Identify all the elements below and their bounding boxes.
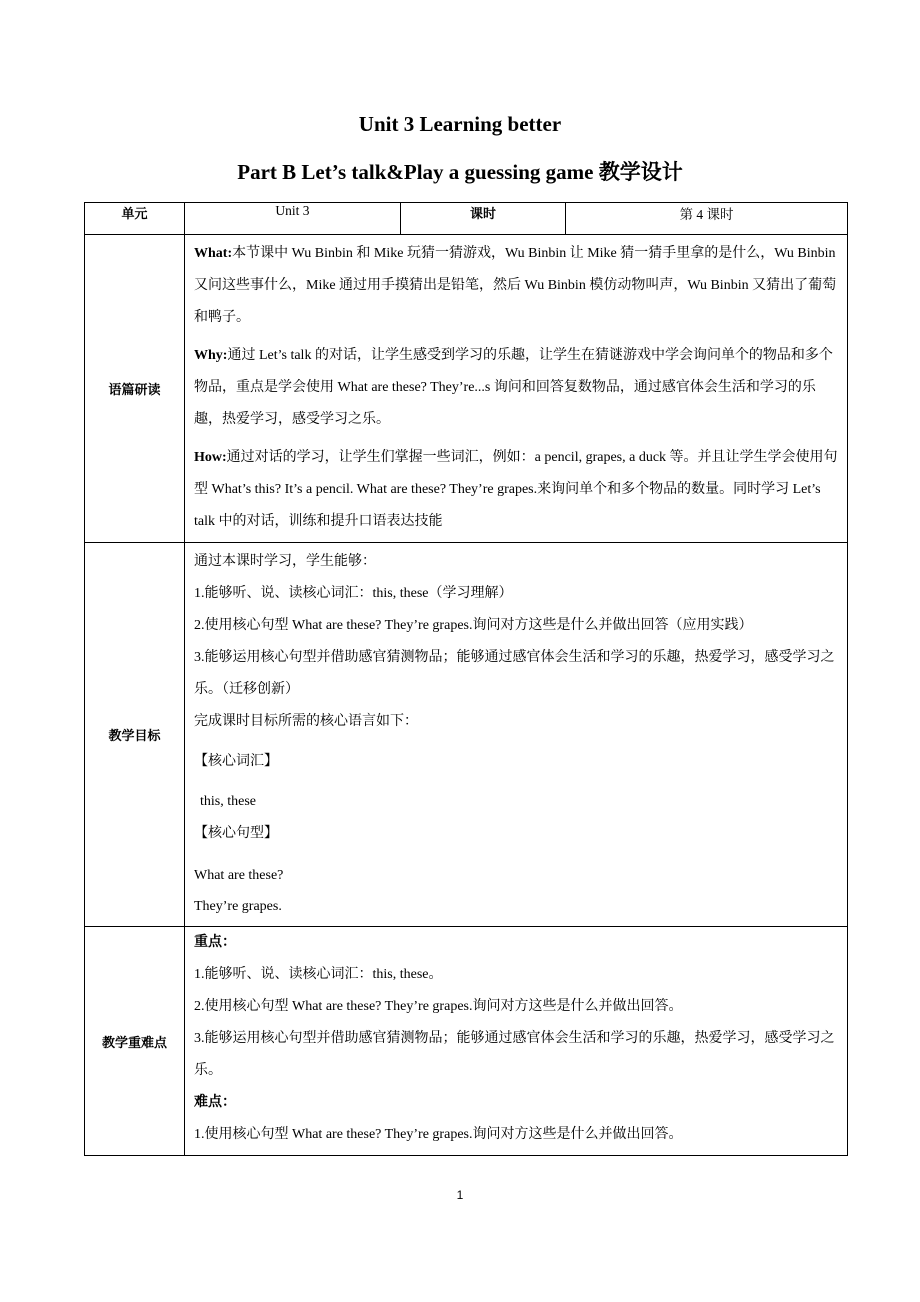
- how-label: How:: [194, 450, 227, 465]
- key-points-label: 教学重难点: [85, 927, 185, 1156]
- lesson-plan-table: [84, 202, 848, 1156]
- text-study-row: [85, 235, 848, 543]
- text-study-content: [185, 235, 848, 543]
- sentence-1: What are these?: [194, 868, 284, 883]
- focus-item-3: 3.能够运用核心句型并借助感官猜测物品；能够通过感官体会生活和学习的乐趣，热爱学习，感受学习之乐。: [194, 1031, 835, 1078]
- vocab-list: this, these: [200, 794, 256, 809]
- unit-label: 单元: [85, 203, 185, 235]
- key-points-row: [85, 927, 848, 1156]
- period-label: 课时: [401, 203, 566, 235]
- what-label: What:: [194, 246, 233, 261]
- document-title: Unit 3 Learning better: [358, 112, 562, 136]
- document-subtitle: Part B Let’s talk&Play a guessing game 教学设计: [237, 160, 683, 184]
- vocab-heading: 【核心词汇】: [194, 754, 278, 769]
- objectives-intro: 通过本课时学习，学生能够：: [194, 554, 376, 569]
- objectives-label: 教学目标: [85, 543, 185, 927]
- header-row: [85, 203, 848, 235]
- sentence-heading: 【核心句型】: [194, 826, 278, 841]
- core-language-intro: 完成课时目标所需的核心语言如下：: [194, 714, 418, 729]
- sentence-2: They’re grapes.: [194, 899, 282, 914]
- what-text: 本节课中 Wu Binbin 和 Mike 玩猜一猜游戏，Wu Binbin 让 Mike 猜一猜手里拿的是什么，Wu Binbin 又问这些事什么，Mike 通过用手摸猜出是铅笔，然后 Wu Binbin 模仿动物叫声，Wu Binbin 又猜出了葡萄和鸭子。: [194, 246, 837, 325]
- period-value: 第 4 课时: [566, 203, 848, 235]
- focus-heading: 重点：: [194, 935, 236, 950]
- how-text: 通过对话的学习，让学生们掌握一些词汇，例如：a pencil, grapes, a duck 等。并且让学生学会使用句型 What’s this? It’s a pencil. What are these? They’re grapes.来询问单个和多个物品的数量。同时学习 Let’s talk 中的对话，训练和提升口语表达技能: [194, 450, 838, 529]
- unit-value: Unit 3: [185, 203, 401, 235]
- focus-item-1: 1.能够听、说、读核心词汇：this, these。: [194, 967, 443, 982]
- difficulty-heading: 难点：: [194, 1095, 236, 1110]
- difficulty-item-1: 1.使用核心句型 What are these? They’re grapes.询问对方这些是什么并做出回答。: [194, 1127, 683, 1142]
- text-study-label: 语篇研读: [85, 235, 185, 543]
- focus-item-2: 2.使用核心句型 What are these? They’re grapes.询问对方这些是什么并做出回答。: [194, 999, 683, 1014]
- objectives-row: [85, 543, 848, 927]
- key-points-content: [185, 927, 848, 1156]
- page-number: 1: [456, 1188, 464, 1202]
- why-label: Why:: [194, 348, 228, 363]
- why-text: 通过 Let’s talk 的对话，让学生感受到学习的乐趣，让学生在猜谜游戏中学会询问单个的物品和多个物品，重点是学会使用 What are these? They’re...s 询问和回答复数物品，通过感官体会生活和学习的乐趣，热爱学习，感受学习之乐。: [194, 348, 833, 427]
- objective-item-1: 1.能够听、说、读核心词汇：this, these（学习理解）: [194, 586, 513, 601]
- objective-item-3: 3.能够运用核心句型并借助感官猜测物品；能够通过感官体会生活和学习的乐趣，热爱学习，感受学习之乐。（迁移创新）: [194, 650, 835, 697]
- objectives-content: [185, 543, 848, 927]
- objective-item-2: 2.使用核心句型 What are these? They’re grapes.询问对方这些是什么并做出回答（应用实践）: [194, 618, 753, 633]
